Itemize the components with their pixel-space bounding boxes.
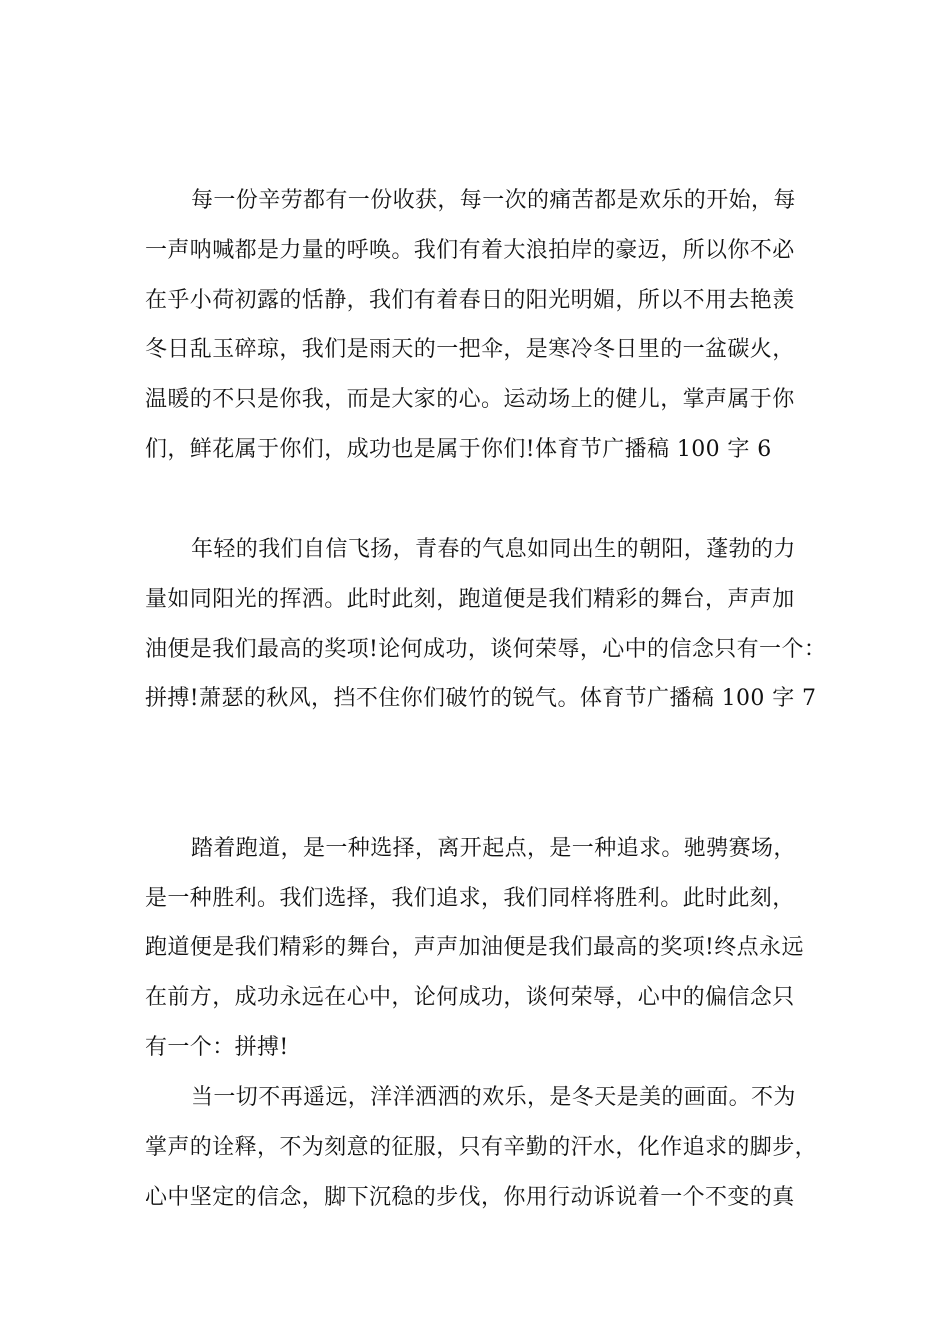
paragraph-2-line-2: 量如同阳光的挥洒。此时此刻，跑道便是我们精彩的舞台，声声加 <box>145 587 795 612</box>
paragraph-1-line-6: 们，鲜花属于你们，成功也是属于你们!体育节广播稿 100 字 6 <box>145 437 772 462</box>
paragraph-2-line-1: 年轻的我们自信飞扬，青春的气息如同出生的朝阳，蓬勃的力 <box>191 537 796 562</box>
paragraph-2-line-3: 油便是我们最高的奖项!论何成功，谈何荣辱，心中的信念只有一个： <box>145 637 827 662</box>
paragraph-3-line-1: 踏着跑道，是一种选择，离开起点，是一种追求。驰骋赛场， <box>191 836 796 861</box>
paragraph-4-line-3: 心中坚定的信念，脚下沉稳的步伐，你用行动诉说着一个不变的真 <box>145 1185 795 1210</box>
paragraph-3-line-5: 有一个：拼搏! <box>145 1035 289 1060</box>
paragraph-1-line-2: 一声呐喊都是力量的呼唤。我们有着大浪拍岸的豪迈，所以你不必 <box>145 238 795 263</box>
paragraph-2-line-4: 拼搏!萧瑟的秋风，挡不住你们破竹的锐气。体育节广播稿 100 字 7 <box>145 686 817 711</box>
paragraph-4-line-1: 当一切不再遥远，洋洋洒洒的欢乐，是冬天是美的画面。不为 <box>191 1085 796 1110</box>
paragraph-1-line-5: 温暖的不只是你我，而是大家的心。运动场上的健儿，掌声属于你 <box>145 387 795 412</box>
paragraph-3-line-3: 跑道便是我们精彩的舞台，声声加油便是我们最高的奖项!终点永远 <box>145 935 804 960</box>
paragraph-3-line-2: 是一种胜利。我们选择，我们追求，我们同样将胜利。此时此刻， <box>145 886 795 911</box>
paragraph-3-line-4: 在前方，成功永远在心中，论何成功，谈何荣辱，心中的偏信念只 <box>145 985 795 1010</box>
paragraph-4-line-2: 掌声的诠释，不为刻意的征服，只有辛勤的汗水，化作追求的脚步， <box>145 1135 818 1160</box>
paragraph-1-line-1: 每一份辛劳都有一份收获，每一次的痛苦都是欢乐的开始，每 <box>191 188 796 213</box>
paragraph-1-line-4: 冬日乱玉碎琼，我们是雨天的一把伞，是寒冷冬日里的一盆碳火， <box>145 337 795 362</box>
paragraph-1-line-3: 在乎小荷初露的恬静，我们有着春日的阳光明媚，所以不用去艳羡 <box>145 288 795 313</box>
